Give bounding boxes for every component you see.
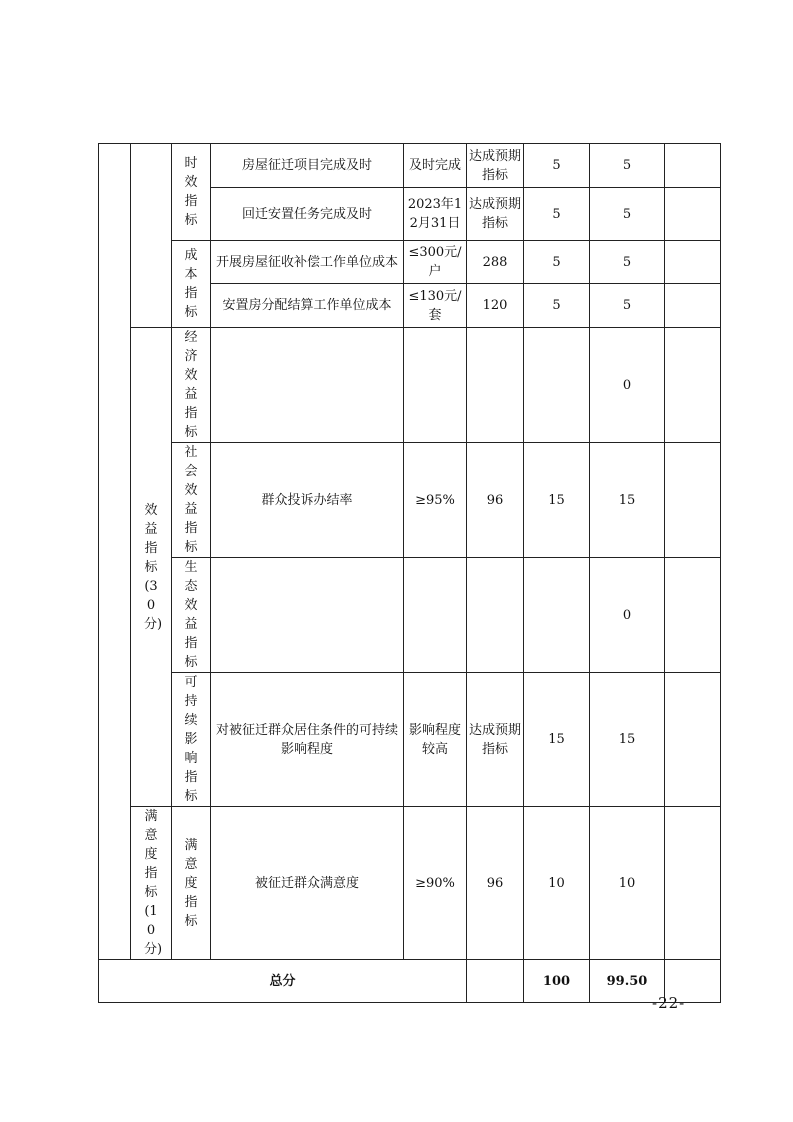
weight-value: 10 bbox=[524, 807, 590, 960]
actual-value: 288 bbox=[467, 241, 524, 284]
score-value: 5 bbox=[590, 144, 665, 188]
actual-value bbox=[467, 328, 524, 443]
score-value: 10 bbox=[590, 807, 665, 960]
score-value: 0 bbox=[590, 328, 665, 443]
weight-value bbox=[524, 558, 590, 673]
indicator-name: 安置房分配结算工作单位成本 bbox=[211, 284, 404, 328]
table-row bbox=[99, 241, 721, 284]
total-weight: 100 bbox=[524, 960, 590, 1003]
remark-cell bbox=[665, 284, 721, 328]
weight-value: 15 bbox=[524, 443, 590, 558]
actual-value bbox=[467, 558, 524, 673]
sub-category-cell: 可持续影响指标 bbox=[172, 673, 211, 807]
sub-category-cell: 经济效益指标 bbox=[172, 328, 211, 443]
score-value: 15 bbox=[590, 673, 665, 807]
remark-cell bbox=[665, 443, 721, 558]
table-row bbox=[99, 807, 721, 960]
remark-cell bbox=[665, 241, 721, 284]
remark-cell bbox=[665, 188, 721, 241]
actual-value: 达成预期指标 bbox=[467, 188, 524, 241]
score-value: 15 bbox=[590, 443, 665, 558]
total-actual-cell bbox=[467, 960, 524, 1003]
remark-cell bbox=[665, 328, 721, 443]
target-value: ≤130元/套 bbox=[404, 284, 467, 328]
actual-value: 96 bbox=[467, 807, 524, 960]
weight-value: 5 bbox=[524, 188, 590, 241]
group-category-cell: 效益指标(30分) bbox=[131, 328, 172, 807]
remark-cell bbox=[665, 558, 721, 673]
score-value: 5 bbox=[590, 284, 665, 328]
blank-output-group bbox=[131, 144, 172, 328]
actual-value: 达成预期指标 bbox=[467, 673, 524, 807]
score-value: 5 bbox=[590, 241, 665, 284]
indicator-name: 群众投诉办结率 bbox=[211, 443, 404, 558]
indicator-name bbox=[211, 558, 404, 673]
indicator-name: 房屋征迁项目完成及时 bbox=[211, 144, 404, 188]
remark-cell bbox=[665, 673, 721, 807]
target-value: ≥95% bbox=[404, 443, 467, 558]
target-value: ≥90% bbox=[404, 807, 467, 960]
sub-category-cell: 生态效益指标 bbox=[172, 558, 211, 673]
remark-cell bbox=[665, 807, 721, 960]
sub-category-cell: 满意度指标 bbox=[172, 807, 211, 960]
total-row bbox=[99, 960, 721, 1003]
weight-value: 5 bbox=[524, 284, 590, 328]
group-category-cell: 满意度指标(10分) bbox=[131, 807, 172, 960]
table-row bbox=[99, 144, 721, 188]
target-value: 及时完成 bbox=[404, 144, 467, 188]
performance-table bbox=[98, 143, 721, 1003]
remark-cell bbox=[665, 144, 721, 188]
indicator-name bbox=[211, 328, 404, 443]
actual-value: 96 bbox=[467, 443, 524, 558]
indicator-name: 开展房屋征收补偿工作单位成本 bbox=[211, 241, 404, 284]
weight-value bbox=[524, 328, 590, 443]
indicator-name: 回迁安置任务完成及时 bbox=[211, 188, 404, 241]
table-row bbox=[99, 673, 721, 807]
weight-value: 5 bbox=[524, 241, 590, 284]
page-number: -22- bbox=[652, 994, 686, 1012]
sub-category-cell: 时效指标 bbox=[172, 144, 211, 241]
total-label: 总分 bbox=[99, 960, 467, 1003]
score-value: 5 bbox=[590, 188, 665, 241]
total-score: 99.50 bbox=[590, 960, 665, 1003]
table-row bbox=[99, 558, 721, 673]
actual-value: 达成预期指标 bbox=[467, 144, 524, 188]
target-value bbox=[404, 558, 467, 673]
sub-category-cell: 社会效益指标 bbox=[172, 443, 211, 558]
target-value: ≤300元/户 bbox=[404, 241, 467, 284]
weight-value: 5 bbox=[524, 144, 590, 188]
score-value: 0 bbox=[590, 558, 665, 673]
table-row bbox=[99, 443, 721, 558]
table-row bbox=[99, 328, 721, 443]
sub-category-cell: 成本指标 bbox=[172, 241, 211, 328]
weight-value: 15 bbox=[524, 673, 590, 807]
target-value: 影响程度较高 bbox=[404, 673, 467, 807]
indicator-name: 对被征迁群众居住条件的可持续影响程度 bbox=[211, 673, 404, 807]
blank-first-column bbox=[99, 144, 131, 960]
indicator-name: 被征迁群众满意度 bbox=[211, 807, 404, 960]
target-value bbox=[404, 328, 467, 443]
target-value: 2023年12月31日 bbox=[404, 188, 467, 241]
actual-value: 120 bbox=[467, 284, 524, 328]
